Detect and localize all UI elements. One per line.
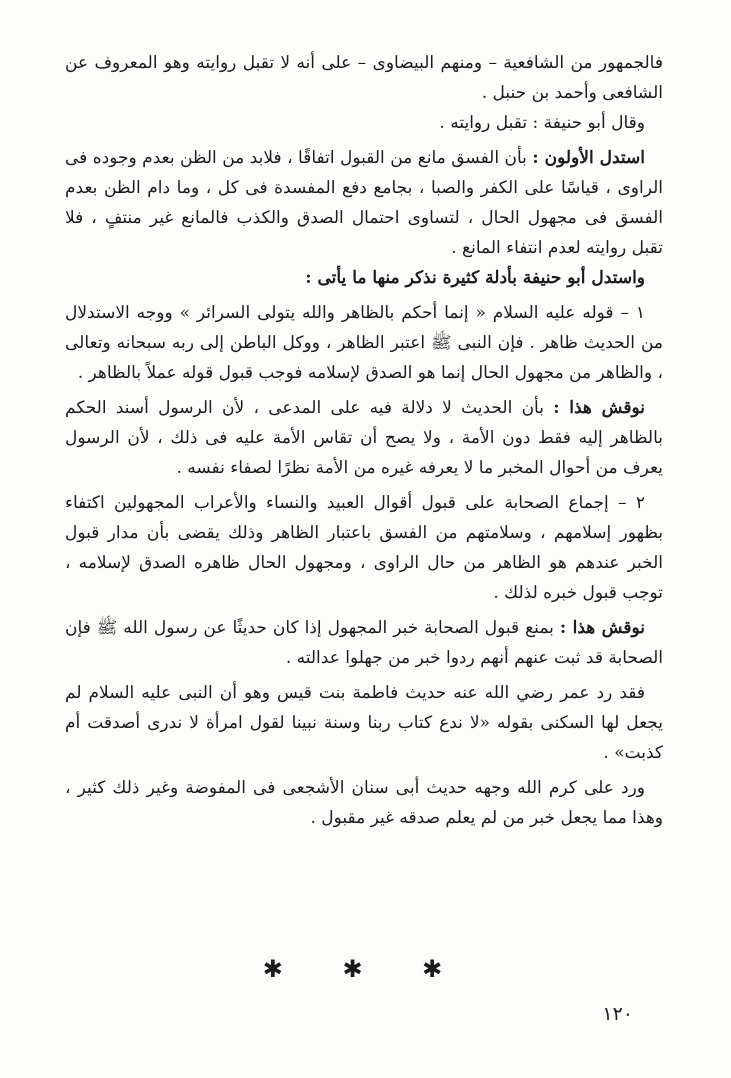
paragraph-9: فقد رد عمر رضي الله عنه حديث فاطمة بنت قيس وهو أن النبى عليه السلام لم يجعل لها السكنى بقوله «لا ندع كتاب ربنا وسنة نبينا لقول امرأة لا ندرى أصدقت أم كذبت» .	[65, 683, 663, 763]
paragraph-1: فالجمهور من الشافعية – ومنهم البيضاوى – على أنه لا تقبل روايته وهو المعروف عن الشافعى وأحمد بن حنبل .	[65, 53, 663, 103]
paragraph-lead: نوقش هذا :	[559, 618, 645, 638]
paragraph-5: ١ – قوله عليه السلام « إنما أحكم بالظاهر والله يتولى السرائر » ووجه الاستدلال من الحديث ظاهر . فإن النبى ﷺ اعتبر الظاهر ، ووكل الباطن إلى ربه سبحانه وتعالى ، والظاهر من مجهول الحال إنما هو الصدق لإسلامه فوجب قبول قوله عملاً بالظاهر .	[65, 303, 663, 383]
paragraph-6: نوقش هذا : بأن الحديث لا دلالة فيه على المدعى ، لأن الرسول أسند الحكم بالظاهر إليه فقط دون الأمة ، ولا يصح أن تقاس الأمة عليه فى ذلك ، لأن الرسول يعرف من أحوال المخبر ما لا يعرفه غيره من الأمة نظرًا لصفاء نفسه .	[65, 398, 663, 478]
paragraph-lead: واستدل أبو حنيفة بأدلة كثيرة نذكر منها ما يأتى :	[305, 268, 645, 288]
paragraph-lead: استدل الأولون :	[532, 148, 646, 168]
paragraph-7: ٢ – إجماع الصحابة على قبول أقوال العبيد والنساء والأعراب المجهولين اكتفاء بظهور إسلامهم ، وسلامتهم من الفسق باعتبار الظاهر وذلك يقضى بأن مدار قبول الخبر عندهم هو الظاهر من حال الراوى ، ومجهول الحال ظاهره الصدق لإسلامه ، توجب قبول خبره لذلك .	[65, 493, 663, 603]
section-separator: ✱ ✱ ✱	[262, 955, 469, 983]
paragraph-8: نوقش هذا : بمنع قبول الصحابة خبر المجهول إذا كان حديثًا عن رسول الله ﷺ فإن الصحابة قد ثبت عنهم أنهم ردوا خبر من جهلوا عدالته .	[65, 618, 663, 668]
page-number: ١٢٠	[602, 1003, 633, 1025]
paragraph-4	[65, 263, 663, 293]
paragraph-10: ورد على كرم الله وجهه حديث أبى سنان الأشجعى فى المفوضة وغير ذلك كثير ، وهذا مما يجعل خبر من لم يعلم صدقه غير مقبول .	[65, 778, 663, 828]
body-text	[65, 48, 663, 833]
paragraph-2: وقال أبو حنيفة : تقبل روايته .	[439, 113, 645, 133]
paragraph-lead: نوقش هذا :	[553, 398, 645, 418]
paragraph-3: استدل الأولون : بأن الفسق مانع من القبول اتفاقًا ، فلابد من الظن بعدم وجوده فى الراوى ، قياسًا على الكفر والصبا ، بجامع دفع المفسدة فى كل ، وما دام الظن بعدم الفسق فى مجهول الحال ، لتساوى احتمال الصدق والكذب فالمانع غير منتفٍ ، فلا تقبل روايته لعدم انتفاء المانع .	[65, 148, 663, 258]
